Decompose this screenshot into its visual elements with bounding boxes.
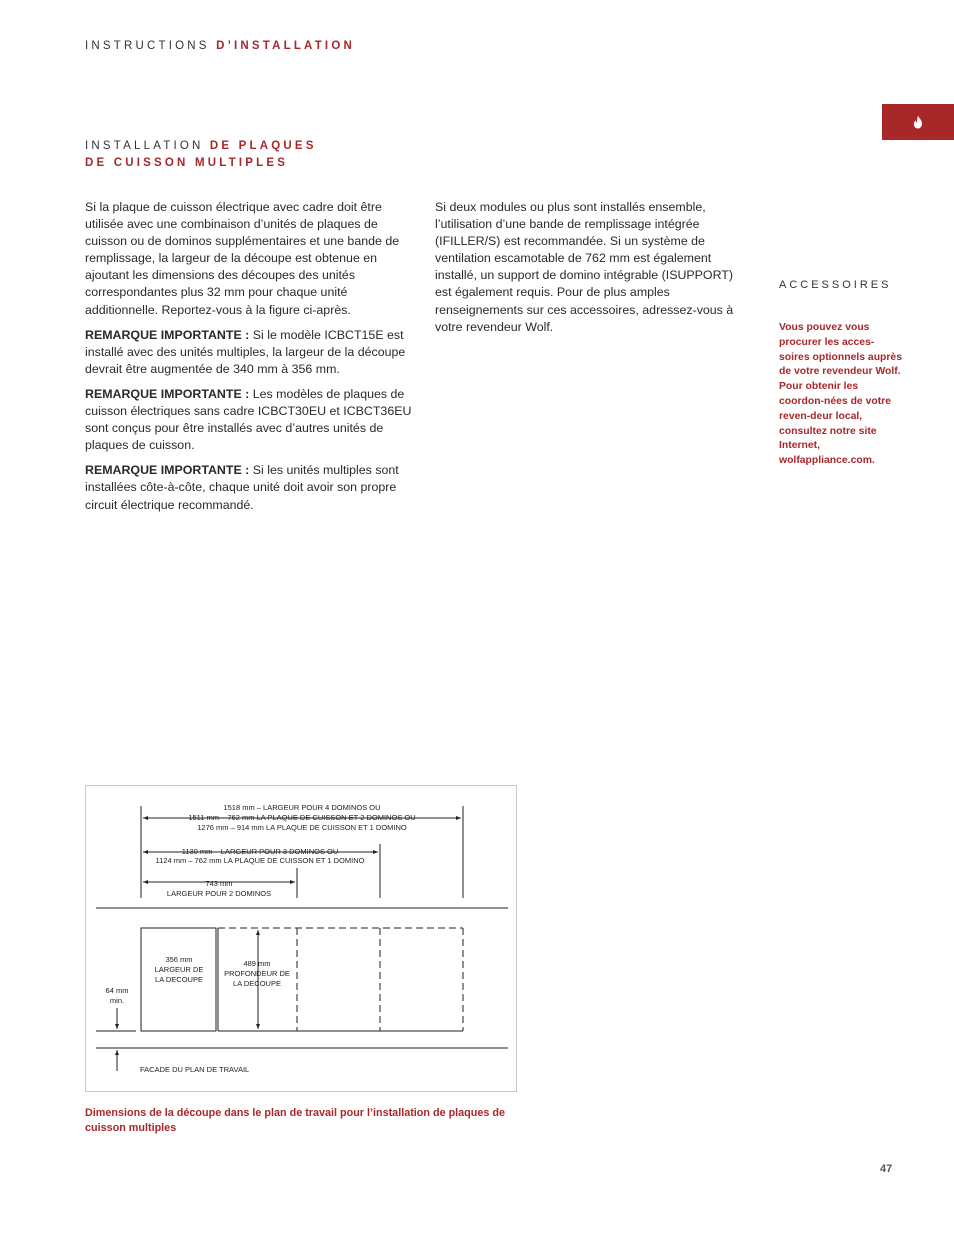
section-title-accent-2: DE CUISSON MULTIPLES xyxy=(85,157,289,169)
section-title-prefix: INSTALLATION xyxy=(85,140,204,152)
dim-743-label: 743 mm xyxy=(205,879,233,888)
page-number: 47 xyxy=(880,1163,893,1175)
note-label: REMARQUE IMPORTANTE : xyxy=(85,386,250,401)
accessories-heading: ACCESSOIRES xyxy=(779,279,892,291)
cutout-width-label: LA DECOUPE xyxy=(155,975,203,984)
note-label: REMARQUE IMPORTANTE : xyxy=(85,327,250,342)
right-column xyxy=(435,199,745,344)
flame-icon xyxy=(912,115,924,129)
cutout-depth-label: LA DECOUPE xyxy=(233,979,281,988)
counter-front-label: FACADE DU PLAN DE TRAVAIL xyxy=(140,1065,250,1074)
dim-1518-label: 1511 mm – 762 mm LA PLAQUE DE CUISSON ET 2 DOMINOS OU xyxy=(188,813,416,822)
min-distance-label: 64 mm xyxy=(105,986,129,995)
dim-1130-label: 1124 mm – 762 mm LA PLAQUE DE CUISSON ET 1 DOMINO xyxy=(155,856,365,865)
note-text: Les modèles de plaques de cuisson électriques sans cadre ICBCT30EU et ICBCT36EU sont conçus pour être installés avec d’autres unités de plaques de cuisson. xyxy=(85,386,412,453)
cutout-diagram-svg xyxy=(86,786,518,1093)
cutout-width-label: 356 mm xyxy=(165,955,193,964)
note-paragraph-1 xyxy=(85,327,415,378)
header-accent: D’INSTALLATION xyxy=(216,40,355,52)
note-text: Si les unités multiples sont installées côte-à-côte, chaque unité doit avoir son propre circuit électrique recommandé. xyxy=(85,463,399,512)
min-distance-label: min. xyxy=(109,996,125,1005)
cutout-depth-label: PROFONDEUR DE xyxy=(224,969,290,978)
section-tab xyxy=(882,104,954,140)
left-column xyxy=(85,199,415,522)
cutout-depth-label: 489 mm xyxy=(243,959,271,968)
note-paragraph-3 xyxy=(85,462,415,513)
header-prefix: INSTRUCTIONS xyxy=(85,40,210,52)
section-title-accent-1: DE PLAQUES xyxy=(209,140,317,152)
running-header xyxy=(85,40,355,52)
section-heading xyxy=(85,138,317,172)
dim-1518-label: 1276 mm – 914 mm LA PLAQUE DE CUISSON ET 1 DOMINO xyxy=(197,823,407,832)
cutout-diagram xyxy=(85,785,517,1092)
intro-paragraph: Si la plaque de cuisson électrique avec cadre doit être utilisée avec une combinaison d’unités de plaques de cuisson ou de dominos supplémentaires et une bande de remplissage, la largeur de la découpe est obtenue en ajoutant les dimensions des découpes des unités correspondantes plus 32 mm pour chaque unité additionnelle. Reportez-vous à la figure ci-après. xyxy=(85,200,400,317)
accessories-note: Vous pouvez vous procurer les acces-soires optionnels auprès de votre revendeur Wolf. Pour obtenir les coordon-nées de votre reven-deur local, consultez notre site Internet, wolfappliance.com. xyxy=(779,322,902,467)
note-text: Si le modèle ICBCT15E est installé avec des unités multiples, la largeur de la découpe devrait être augmentée de 340 mm à 356 mm. xyxy=(85,327,406,376)
figure-caption: Dimensions de la découpe dans le plan de travail pour l’installation de plaques de cuisson multiples xyxy=(85,1107,505,1134)
dim-743-label: LARGEUR POUR 2 DOMINOS xyxy=(166,889,272,898)
dim-1130-label: 1130 mm – LARGEUR POUR 3 DOMINOS OU xyxy=(181,847,339,856)
accessories-paragraph: Si deux modules ou plus sont installés ensemble, l’utilisation d’une bande de remplissage intégrée (IFILLER/S) est recommandée. Si un système de ventilation escamotable de 762 mm est également installé, un support de domino intégrable (ISUPPORT) est également requis. Pour de plus amples renseignements sur ces accessoires, adressez-vous à votre revendeur Wolf. xyxy=(435,200,734,334)
note-label: REMARQUE IMPORTANTE : xyxy=(85,463,250,478)
dim-1518-label: 1518 mm – LARGEUR POUR 4 DOMINOS OU xyxy=(223,803,381,812)
note-paragraph-2 xyxy=(85,386,415,454)
cutout-width-label: LARGEUR DE xyxy=(154,965,204,974)
